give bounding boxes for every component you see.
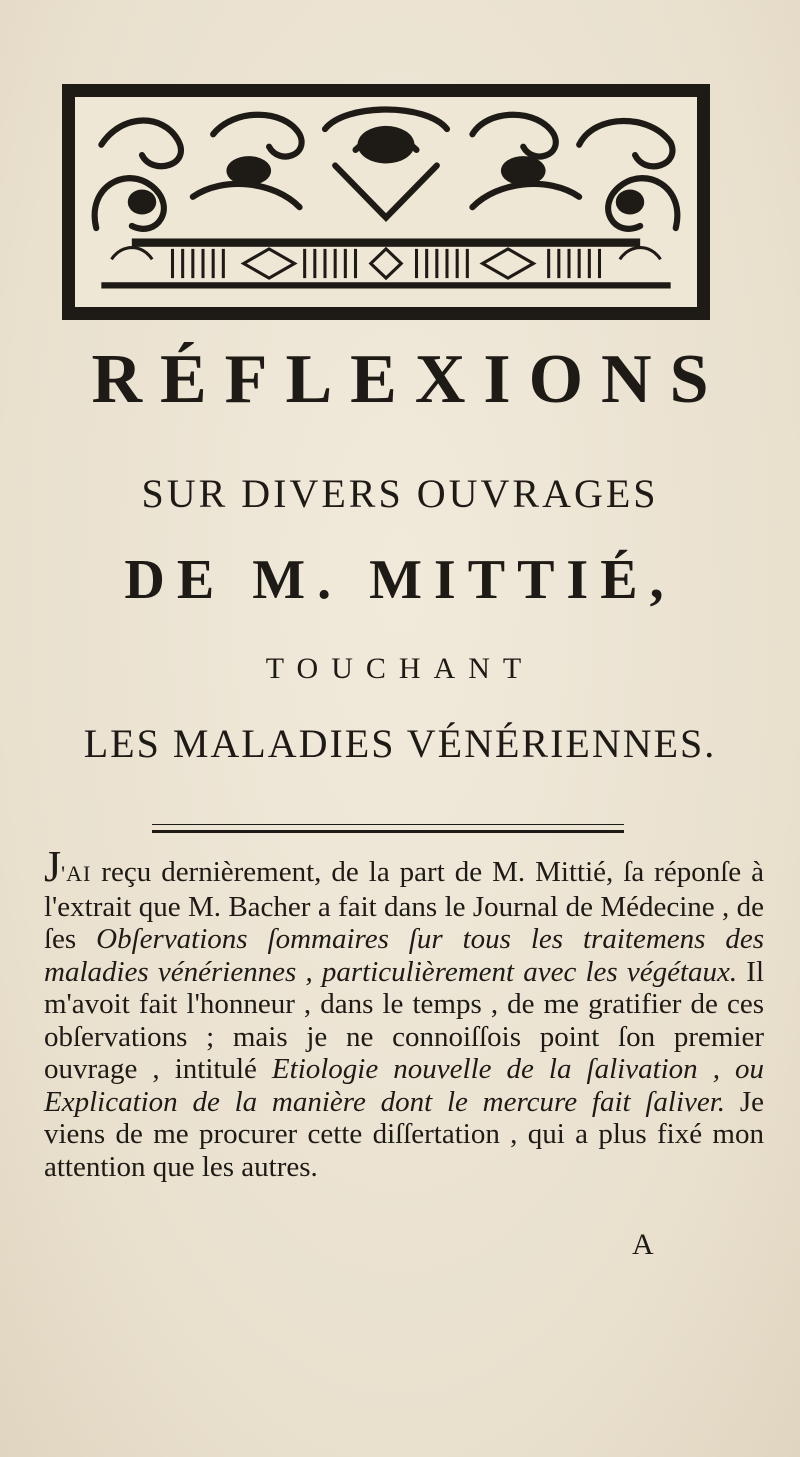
title-main: RÉFLEXIONS — [91, 341, 727, 418]
signature-mark: A — [632, 1228, 654, 1261]
drop-cap: J — [44, 842, 62, 891]
paragraph — [44, 842, 765, 1183]
text-segment: Je viens de me procurer cette diſſertation , qui a plus fixé mon attention que les autres. — [44, 1085, 764, 1183]
divider-thick-rule — [152, 830, 624, 833]
text-segment: Il m'avoit fait l'honneur , dans le temps , de me gratifier de ces obſervations ; mais je ne connoiſſois point ſon premier ouvrage , intitulé — [44, 955, 764, 1085]
title-author: DE M. MITTIÉ, — [124, 549, 676, 611]
title-touchant: TOUCHANT — [265, 652, 535, 685]
italic-title-etiologie: Etiologie nouvelle de la ſalivation , ou Explication de la manière dont le mercure fait ſaliver. — [44, 1053, 764, 1118]
title-subject: LES MALADIES VÉNÉRIENNES. — [83, 721, 717, 766]
text-segment: reçu dernièrement, de la part de M. Mittié, ſa réponſe à l'extrait que M. Bacher a fait dans le Journal de Médecine , de ſes — [44, 856, 764, 955]
divider-thin-rule — [152, 824, 624, 825]
headpiece-ornament-frame — [72, 94, 700, 310]
italic-title-observations: Obſervations ſommaires ſur tous les traitemens des maladies vénériennes , particulièrement avec les végétaux. — [44, 923, 765, 988]
headpiece-ornament — [62, 84, 710, 320]
ornament-scrollwork-icon — [81, 103, 691, 301]
lead-small-caps: 'AI — [61, 861, 92, 886]
body-paragraph — [44, 842, 765, 1183]
title-subtitle: SUR DIVERS OUVRAGES — [141, 471, 659, 516]
